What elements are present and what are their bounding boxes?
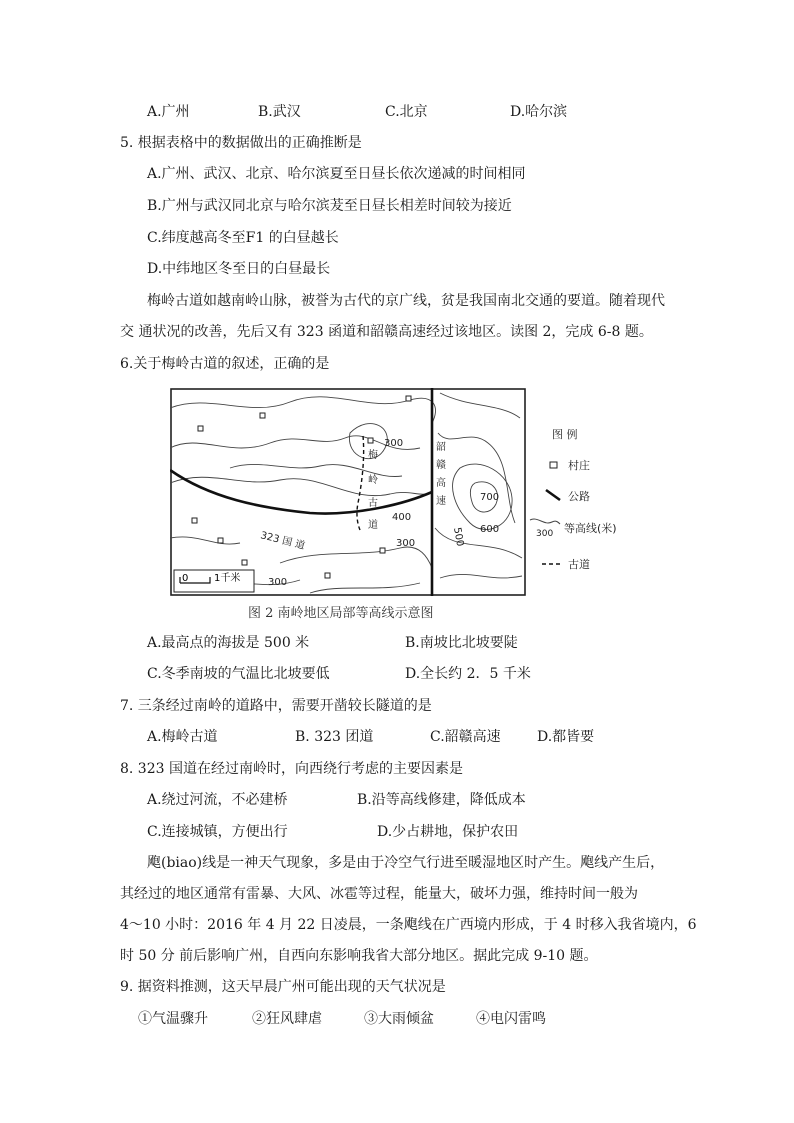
contour-line [310, 583, 420, 593]
label-meiling-1: 梅 [368, 450, 378, 461]
q6-option-d: D.全长约 2．5 千米 [405, 666, 531, 682]
label-shaogan-4: 速 [436, 496, 446, 507]
legend-ancient-road-label: 古道 [568, 558, 590, 571]
legend-village-icon [550, 462, 557, 468]
scale-bar [174, 570, 254, 592]
q7-option-c: C.韶赣高速 [430, 729, 501, 745]
q9-option-3: ③大雨倾盆 [364, 1011, 434, 1027]
q9-option-1: ①气温骤升 [138, 1011, 208, 1027]
q5-stem: 5. 根据表格中的数据做出的正确推断是 [120, 135, 362, 151]
q8-option-b: B.沿等高线修建，降低成本 [357, 792, 526, 808]
q7-option-d: D.都皆要 [537, 729, 595, 745]
contour-line [435, 528, 522, 558]
village-marker [406, 396, 411, 401]
contour-line [170, 477, 432, 495]
q8-option-c: C.连接城镇，方便出行 [147, 824, 288, 840]
label-road-323: 323 国 道 [259, 530, 307, 552]
label-meiling-2: 岭 [368, 475, 378, 486]
map-legend [528, 420, 638, 580]
q6-option-a: A.最高点的海拔是 500 米 [147, 635, 310, 651]
label-contour-300a: 300 [384, 438, 404, 449]
label-meiling-4: 道 [368, 520, 378, 531]
legend-contour-label: 等高线(米) [564, 522, 617, 535]
q8-stem: 8. 323 国道在经过南岭时，向西绕行考虑的主要因素是 [120, 761, 463, 777]
label-shaogan-2: 赣 [436, 460, 446, 471]
legend-road-label: 公路 [568, 490, 590, 503]
figure-caption: 图 2 南岭地区局部等高线示意图 [248, 606, 434, 621]
village-marker [325, 573, 330, 578]
contour-map-figure [170, 388, 526, 596]
label-contour-500: 500 [451, 526, 466, 548]
map-frame [171, 389, 525, 595]
legend-title: 图 例 [552, 428, 578, 441]
q9-option-4: ④电闪雷鸣 [476, 1011, 546, 1027]
q5-option-d: D.中纬地区冬至日的白昼最长 [147, 261, 331, 277]
q8-option-d: D.少占耕地，保护农田 [377, 824, 519, 840]
q7-option-b: B. 323 团道 [295, 729, 374, 745]
q6-stem: 6.关于梅岭古道的叙述，正确的是 [120, 356, 330, 372]
q9-stem: 9. 据资料推测，这天早晨广州可能出现的天气状况是 [120, 979, 446, 995]
q6-option-c: C.冬季南坡的气温比北坡要低 [147, 666, 330, 682]
q4-option-b: B.武汉 [258, 104, 301, 120]
village-marker [368, 438, 373, 443]
legend-village-label: 村庄 [568, 459, 590, 472]
q4-option-d: D.哈尔滨 [510, 104, 568, 120]
label-shaogan-1: 韶 [436, 442, 446, 453]
village-marker [218, 538, 223, 543]
q8-option-a: A.绕过河流，不必建桥 [147, 792, 288, 808]
village-marker [260, 413, 265, 418]
village-marker [380, 548, 385, 553]
q9-option-2: ②狂风肆虐 [252, 1011, 322, 1027]
village-marker [192, 518, 197, 523]
label-contour-300c: 300 [268, 577, 288, 588]
passage1-line1: 梅岭古道如越南岭山脉，被誉为古代的京广线，贫是我国南北交通的要道。随着现代 [147, 293, 665, 309]
q4-option-c: C.北京 [385, 104, 428, 120]
scale-label-0: 0 [182, 573, 189, 584]
legend-contour-sample: 300 [536, 529, 554, 539]
passage2-line4: 时 50 分 前后影响广州，自西向东影响我省大部分地区。据此完成 9-10 题。 [120, 948, 598, 964]
q4-option-a: A.广州 [147, 104, 190, 120]
scale-label-1km: 1千米 [214, 573, 241, 584]
q5-option-c: C.纬度越高冬至F1 的白昼越长 [147, 230, 339, 246]
label-contour-300b: 300 [396, 538, 416, 549]
meiling-ancient-road [357, 436, 364, 530]
label-contour-600: 600 [480, 524, 500, 535]
passage1-line2: 交 通状况的改善，先后又有 323 函道和韶赣高速经过该地区。读图 2，完成 6-8 题。 [120, 324, 653, 340]
label-contour-400: 400 [392, 512, 412, 523]
passage2-line1: 飑(biao)线是一神天气现象，多是由于冷空气行进至暖湿地区时产生。飑线产生后， [147, 855, 665, 871]
legend-contour-icon [530, 519, 560, 524]
contour-line [170, 436, 420, 450]
contour-line [440, 393, 520, 418]
q7-stem: 7. 三条经过南岭的道路中，需要开凿较长隧道的是 [120, 698, 432, 714]
legend-road-icon [546, 490, 560, 500]
label-contour-700: 700 [480, 492, 500, 503]
q5-option-a: A.广州、武汉、北京、哈尔滨夏至日昼长依次递减的时间相同 [147, 166, 526, 182]
q7-option-a: A.梅岭古道 [147, 729, 218, 745]
q6-option-b: B.南坡比北坡要陡 [405, 635, 518, 651]
passage2-line3: 4～10 小时：2016 年 4 月 22 日凌晨，一条飑线在广西境内形成，于 4 时移入我省境内，6 [120, 917, 697, 933]
contour-line [170, 537, 240, 544]
label-shaogan-3: 高 [436, 478, 446, 489]
label-meiling-3: 古 [368, 498, 378, 509]
village-marker [198, 426, 203, 431]
q5-option-b: B.广州与武汉同北京与哈尔滨茇至日昼长相差时间较为接近 [147, 198, 512, 214]
village-marker [242, 560, 247, 565]
passage2-line2: 其经过的地区通常有雷暴、大风、冰雹等过程，能量大，破坏力强，维持时间一般为 [120, 886, 638, 902]
contour-line [440, 574, 522, 578]
contour-line [170, 397, 436, 423]
